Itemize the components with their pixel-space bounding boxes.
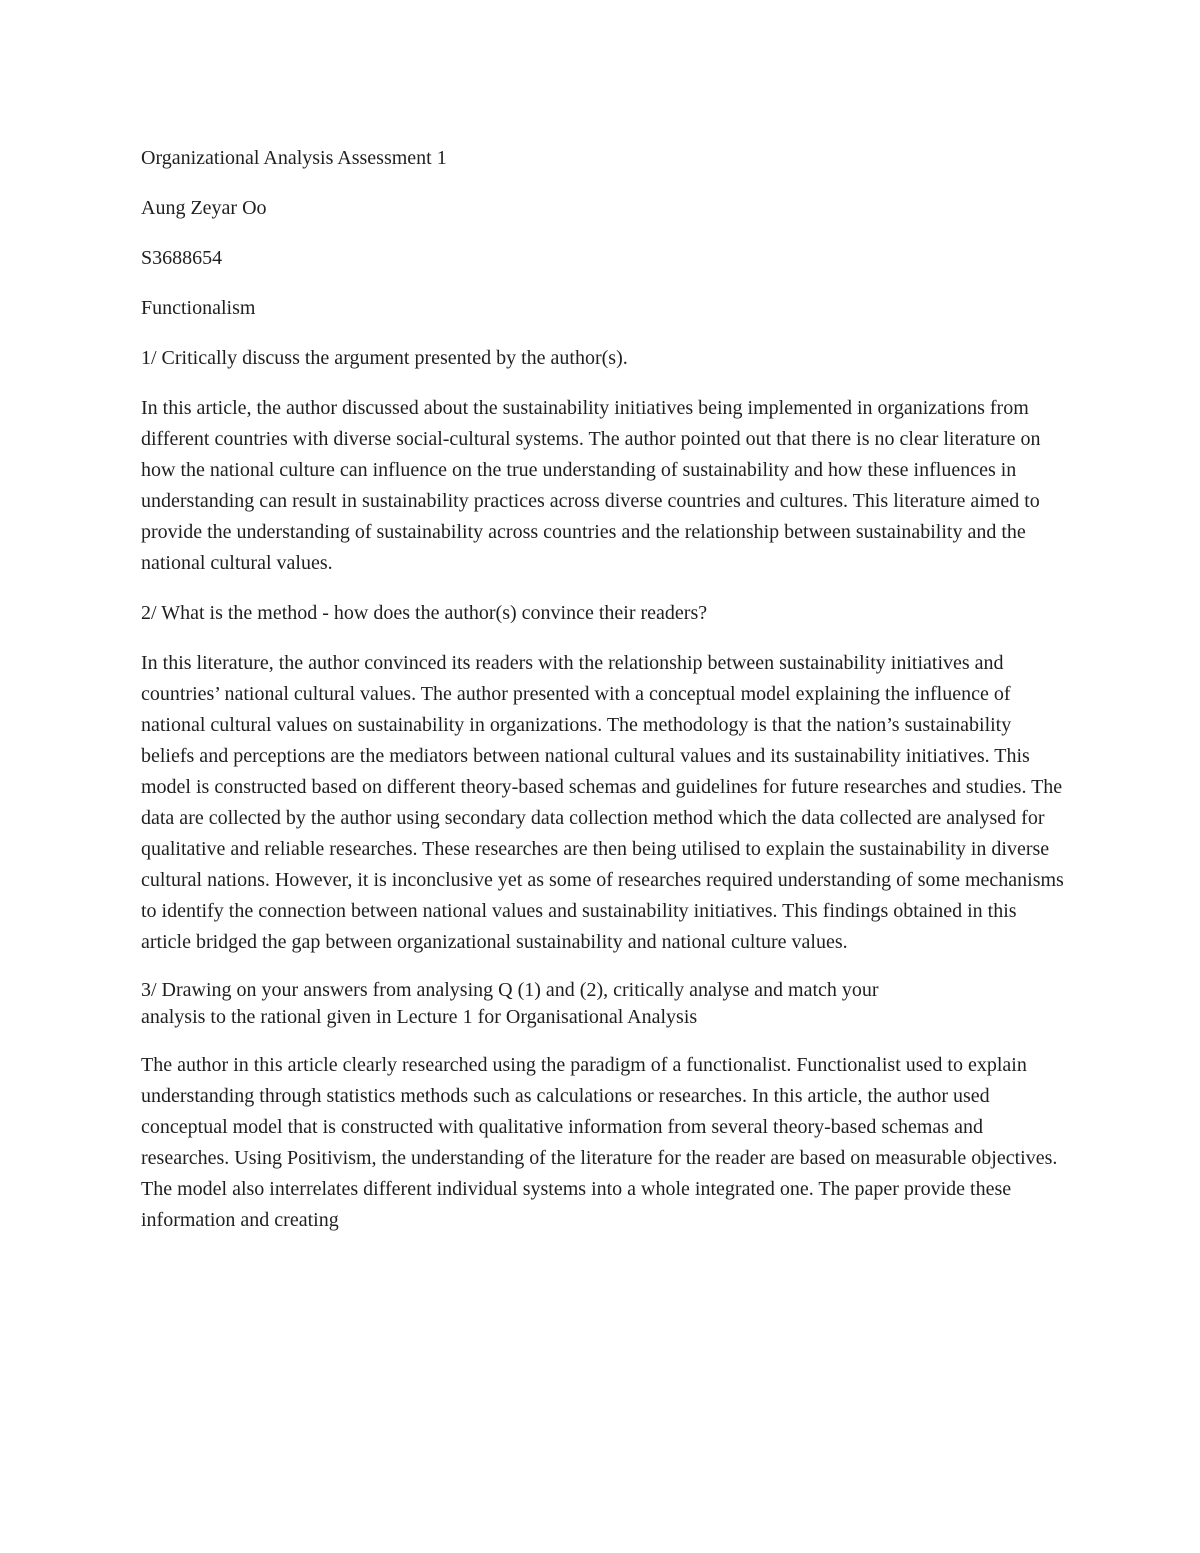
topic-heading: Functionalism — [141, 297, 256, 319]
question-3: 3/ Drawing on your answers from analysing Q (1) and (2), critically analyse and match your analysis to the rational given in Lecture 1 for Organisational Analysis — [141, 979, 879, 1028]
answer-3: The author in this article clearly researched using the paradigm of a functionalist. Functionalist used to explain understanding through statistics methods such as calculations or researches. In this article, the author used conceptual model that is constructed with qualitative information from several theory-based schemas and researches. Using Positivism, the understanding of the literature for the reader are based on measurable objectives. The model also interrelates different individual systems into a whole integrated one. The paper provide these information and creating — [141, 1054, 1058, 1231]
student-id: S3688654 — [141, 247, 223, 269]
question-2: 2/ What is the method - how does the author(s) convince their readers? — [141, 602, 708, 624]
answer-2: In this literature, the author convinced its readers with the relationship between sustainability initiatives and countries’ national cultural values. The author presented with a conceptual model explaining the influence of national cultural values on sustainability in organizations. The methodology is that the nation’s sustainability beliefs and perceptions are the mediators between national cultural values and its sustainability initiatives. This model is constructed based on different theory-based schemas and guidelines for future researches and studies. The data are collected by the author using secondary data collection method which the data collected are analysed for qualitative and reliable researches. These researches are then being utilised to explain the sustainability in diverse cultural nations. However, it is inconclusive yet as some of researches required understanding of some mechanisms to identify the connection between national values and sustainability initiatives. This findings obtained in this article bridged the gap between organizational sustainability and national culture values. — [141, 652, 1064, 953]
document-page — [141, 143, 1066, 1255]
author-name: Aung Zeyar Oo — [141, 197, 267, 219]
document-title: Organizational Analysis Assessment 1 — [141, 147, 447, 169]
question-1: 1/ Critically discuss the argument presented by the author(s). — [141, 347, 628, 369]
answer-1: In this article, the author discussed about the sustainability initiatives being implemented in organizations from different countries with diverse social-cultural systems. The author pointed out that there is no clear literature on how the national culture can influence on the true understanding of sustainability and how these influences in understanding can result in sustainability practices across diverse countries and cultures. This literature aimed to provide the understanding of sustainability across countries and the relationship between sustainability and the national cultural values. — [141, 397, 1041, 574]
